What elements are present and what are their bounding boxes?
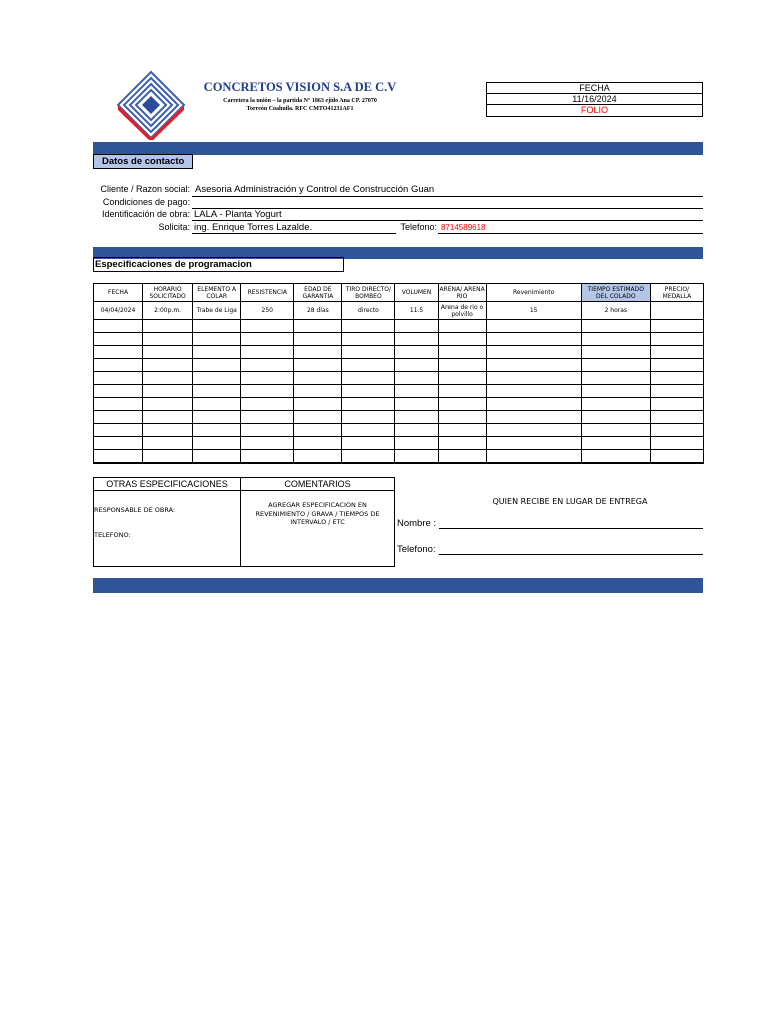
- table-row: [94, 437, 704, 450]
- col-resistencia: RESISTENCIA: [241, 284, 294, 302]
- specs-section-title: Especificaciones de programacion: [93, 257, 344, 272]
- table-row: [94, 424, 704, 437]
- responsable-label: RESPONSABLE DE OBRA:: [94, 506, 176, 514]
- fecha-label: FECHA: [486, 82, 703, 94]
- col-arena: ARENA/ ARENA RIO: [439, 285, 485, 300]
- solicita-label: Solicita:: [158, 222, 190, 232]
- solicita-field[interactable]: ing. Enrique Torres Lazalde.: [194, 222, 313, 233]
- cell-tiempo[interactable]: 2 horas: [581, 302, 650, 320]
- cell-precio[interactable]: [650, 302, 703, 320]
- folio-label[interactable]: FOLIO: [486, 104, 703, 117]
- nombre-label: Nombre :: [397, 518, 437, 529]
- telefono-recibe-label: Telefono:: [397, 544, 436, 555]
- company-rfc: Torreón Coahuila. RFC CMTO41231AF1: [246, 106, 354, 112]
- obra-label: Identificación de obra:: [101, 209, 190, 219]
- cell-tiro[interactable]: directo: [342, 302, 395, 320]
- comentarios-title: COMENTARIOS: [284, 479, 351, 489]
- cliente-label: Cliente / Razon social:: [100, 184, 190, 194]
- telefono-obra-label: TELEFONO:: [94, 531, 131, 539]
- company-address: Carretera la unión – la partida N° 1863 ejido Ana CP. 27070: [223, 98, 377, 104]
- cell-resistencia[interactable]: 250: [241, 302, 294, 320]
- cell-volumen[interactable]: 11.5: [395, 302, 438, 320]
- cell-revenimiento[interactable]: 15: [486, 302, 581, 320]
- col-edad: EDAD DE GARANTIA: [294, 284, 342, 302]
- condiciones-label: Condiciones de pago:: [102, 197, 190, 207]
- telefono-label: Telefono:: [400, 222, 437, 232]
- otras-title: OTRAS ESPECIFICACIONES: [106, 479, 228, 489]
- contact-section-title: Datos de contacto: [93, 154, 193, 169]
- cell-edad[interactable]: 28 días: [294, 302, 342, 320]
- table-row: [94, 411, 704, 424]
- telefono-recibe-field[interactable]: [439, 554, 703, 555]
- table-row: [94, 372, 704, 385]
- col-tiro: TIRO DIRECTO/ BOMBEO: [342, 284, 395, 302]
- quien-recibe-title: QUIEN RECIBE EN LUGAR DE ENTREGA: [492, 497, 648, 506]
- table-row: [94, 450, 704, 464]
- specs-table: [93, 283, 704, 464]
- col-volumen: VOLUMEN: [395, 284, 438, 302]
- table-row: [94, 302, 704, 320]
- cell-horario[interactable]: 2:00p.m.: [143, 302, 193, 320]
- cliente-field[interactable]: Asesoria Administración y Control de Construcción Guan: [195, 184, 435, 195]
- col-elemento: ELEMENTO A COLAR: [193, 284, 241, 302]
- table-header-row: [94, 284, 704, 302]
- company-name: CONCRETOS VISION S.A DE C.V: [203, 80, 397, 94]
- fecha-value[interactable]: 11/16/2024: [486, 93, 703, 105]
- telefono-field[interactable]: 8714589618: [441, 223, 486, 232]
- table-row: [94, 320, 704, 333]
- col-precio: PRECIO/ MEDALLA: [650, 284, 703, 302]
- cell-fecha[interactable]: 04/04/2024: [94, 302, 143, 320]
- col-tiempo: TIEMPO ESTIMADO DEL COLADO: [581, 284, 650, 302]
- table-row: [94, 346, 704, 359]
- table-row: [94, 359, 704, 372]
- col-horario: HORARIO SOLICITADO: [143, 284, 193, 302]
- col-fecha: FECHA: [94, 284, 143, 302]
- cell-arena[interactable]: Arena de rio o polvillo: [438, 302, 486, 320]
- comentarios-text[interactable]: AGREGAR ESPECIFICACION EN REVENIMIENTO / GRAVA / TIEMPOS DE INTERVALO / ETC: [255, 501, 380, 526]
- nombre-field[interactable]: [439, 528, 703, 529]
- table-row: [94, 333, 704, 346]
- table-row: [94, 385, 704, 398]
- table-row: [94, 398, 704, 411]
- col-revenimiento: Revenimiento: [486, 284, 581, 302]
- footer-divider: [93, 578, 703, 593]
- company-logo: [116, 70, 186, 140]
- obra-field[interactable]: LALA - Planta Yogurt: [194, 209, 282, 220]
- cell-elemento[interactable]: Trabe de Liga: [193, 302, 241, 320]
